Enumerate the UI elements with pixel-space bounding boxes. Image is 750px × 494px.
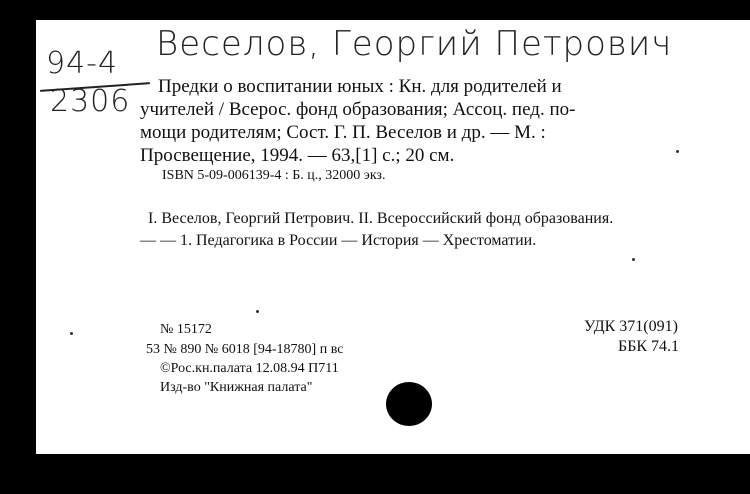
- shelfmark-bottom: 2306: [50, 84, 131, 119]
- book-chamber-line: ©Рос.кн.палата 12.08.94 П711: [160, 361, 339, 376]
- publisher-line: Изд-во "Книжная палата": [160, 380, 313, 395]
- description-line-2: учителей / Всерос. фонд образования; Ассоц. пед. по-: [140, 99, 576, 120]
- ink-seal-blot: [386, 382, 432, 426]
- registration-number: № 15172: [160, 322, 212, 337]
- shelfmark-top: 94-4: [46, 46, 119, 81]
- speck: [632, 258, 635, 261]
- description-line-1: Предки о воспитании юных : Кн. для родителей и: [158, 76, 562, 97]
- isbn-line: ISBN 5-09-006139-4 : Б. ц., 32000 экз.: [162, 168, 386, 183]
- registration-codes: 53 № 890 № 6018 [94-18780] п вс: [146, 342, 344, 357]
- bbk-code: ББК 74.1: [618, 338, 680, 355]
- udk-code: УДК 371(091): [584, 318, 678, 335]
- handwritten-author: Веселов, Георгий Петрович: [156, 24, 673, 64]
- speck: [70, 332, 73, 335]
- description-line-4: Просвещение, 1994. — 63,[1] с.; 20 см.: [140, 145, 455, 166]
- tracings-line-2: — — 1. Педагогика в России — История — Хрестоматии.: [140, 232, 537, 249]
- speck: [676, 150, 679, 153]
- speck: [256, 310, 259, 313]
- catalog-card: [36, 20, 750, 454]
- tracings-line-1: I. Веселов, Георгий Петрович. II. Всероссийский фонд образования.: [148, 210, 614, 227]
- description-line-3: мощи родителям; Сост. Г. П. Веселов и др. — М. :: [140, 122, 546, 143]
